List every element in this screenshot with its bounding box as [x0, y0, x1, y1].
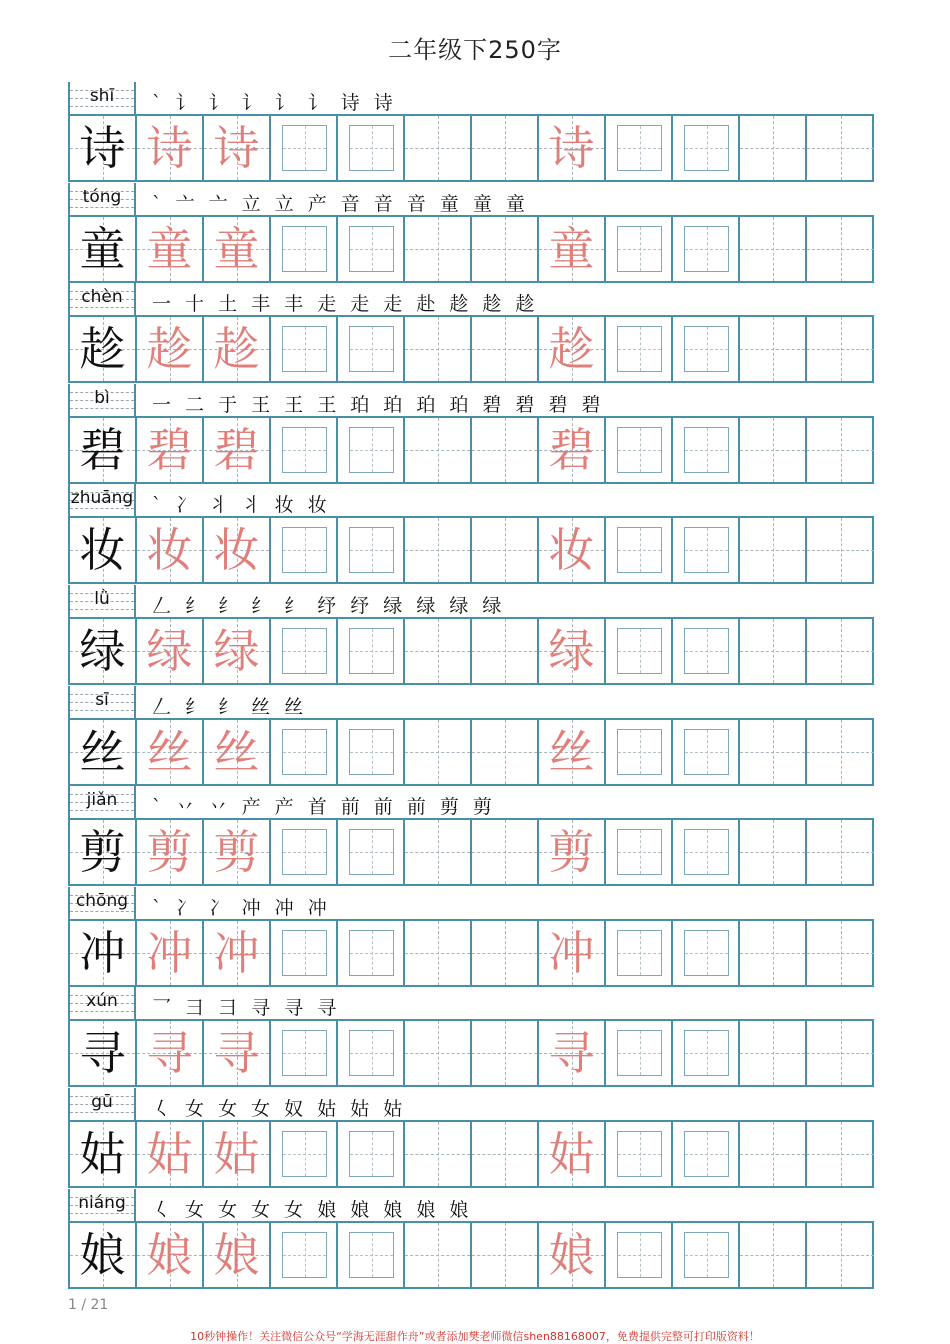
empty-practice-cell[interactable] — [807, 1021, 874, 1085]
pinyin-row — [68, 987, 874, 1019]
writing-grid-row — [68, 215, 874, 283]
pinyin-row — [68, 887, 874, 919]
empty-practice-cell[interactable] — [807, 217, 874, 281]
stroke-order: 𡿨 女 女 女 女 娘 娘 娘 娘 娘 — [152, 1198, 473, 1221]
writing-box-cell[interactable] — [271, 418, 338, 482]
trace-character: 碧 — [213, 422, 260, 477]
trace-character: 趁 — [548, 322, 595, 377]
stroke-order: 𠃋 纟 纟 丝 丝 — [152, 695, 308, 718]
trace-character: 寻 — [213, 1026, 260, 1081]
empty-practice-cell[interactable] — [740, 217, 807, 281]
stroke-order: 一 二 于 王 王 王 珀 珀 珀 珀 碧 碧 碧 碧 — [152, 393, 605, 416]
empty-practice-cell[interactable] — [740, 1223, 807, 1287]
model-cell — [70, 720, 137, 784]
writing-box-cell[interactable] — [338, 217, 405, 281]
pinyin-cell — [68, 283, 136, 315]
trace-character: 冲 — [146, 925, 193, 980]
trace-character: 冲 — [548, 925, 595, 980]
pinyin-label: gū — [91, 1091, 113, 1112]
trace-cell — [539, 720, 606, 784]
model-character: 剪 — [79, 825, 126, 880]
trace-character: 诗 — [548, 121, 595, 175]
writing-box-cell[interactable] — [338, 317, 405, 381]
writing-box-cell[interactable] — [271, 1223, 338, 1287]
writing-box-cell[interactable] — [271, 116, 338, 180]
empty-practice-cell[interactable] — [740, 317, 807, 381]
writing-grid-row — [68, 718, 874, 786]
trace-character: 妆 — [548, 523, 595, 578]
trace-cell — [539, 921, 606, 985]
empty-practice-cell[interactable] — [740, 619, 807, 683]
pinyin-cell — [68, 585, 136, 617]
writing-box-cell[interactable] — [338, 1021, 405, 1085]
model-cell — [70, 619, 137, 683]
pinyin-row — [68, 686, 874, 718]
empty-practice-cell[interactable] — [740, 720, 807, 784]
stroke-order: ` 冫 丬 丬 妆 妆 — [152, 494, 331, 517]
footer-notice: 10秒钟操作！关注微信公众号“学海无涯甜作舟”或者添加樊老师微信shen88168007，免费提供完整可打印版资料！ — [190, 1330, 760, 1343]
trace-character: 绿 — [548, 623, 595, 678]
empty-practice-cell[interactable] — [807, 720, 874, 784]
trace-cell — [204, 619, 271, 683]
trace-cell — [137, 619, 204, 683]
trace-cell — [137, 720, 204, 784]
pinyin-cell — [68, 887, 136, 919]
model-character: 妆 — [79, 523, 126, 578]
pinyin-label: chèn — [81, 287, 123, 308]
trace-character: 丝 — [548, 724, 595, 779]
empty-practice-cell[interactable] — [807, 1223, 874, 1287]
model-character: 娘 — [79, 1227, 126, 1282]
trace-cell — [137, 217, 204, 281]
empty-practice-cell[interactable] — [472, 1223, 539, 1287]
writing-grid-row — [68, 818, 874, 886]
trace-cell — [204, 1122, 271, 1186]
empty-practice-cell[interactable] — [807, 1122, 874, 1186]
trace-character: 妆 — [213, 523, 260, 578]
model-cell — [70, 116, 137, 180]
stroke-order: ` 讠 讠 讠 讠 讠 诗 诗 — [152, 92, 397, 114]
trace-character: 童 — [213, 221, 260, 276]
writing-box-cell[interactable] — [338, 1122, 405, 1186]
pinyin-cell — [68, 987, 136, 1019]
practice-row — [68, 1189, 874, 1290]
trace-cell — [204, 217, 271, 281]
empty-practice-cell[interactable] — [405, 921, 472, 985]
empty-practice-cell[interactable] — [405, 518, 472, 582]
trace-cell — [204, 820, 271, 884]
pinyin-row — [68, 1088, 874, 1120]
empty-practice-cell[interactable] — [807, 921, 874, 985]
trace-cell — [137, 1021, 204, 1085]
trace-character: 剪 — [548, 825, 595, 880]
trace-character: 碧 — [146, 422, 193, 477]
pinyin-row — [68, 786, 874, 818]
trace-cell — [539, 116, 606, 180]
writing-box-cell[interactable] — [673, 1122, 740, 1186]
pinyin-cell — [68, 183, 136, 215]
trace-cell — [204, 317, 271, 381]
writing-box-cell[interactable] — [606, 619, 673, 683]
pinyin-row — [68, 484, 874, 516]
practice-row — [68, 987, 874, 1088]
pinyin-label: shī — [89, 86, 115, 106]
model-character: 绿 — [79, 623, 126, 678]
trace-cell — [204, 418, 271, 482]
page-title: 二年级下250字 — [388, 36, 562, 64]
model-cell — [70, 1223, 137, 1287]
writing-box-cell[interactable] — [673, 116, 740, 180]
trace-cell — [539, 217, 606, 281]
practice-row — [68, 82, 874, 183]
writing-box-cell[interactable] — [673, 921, 740, 985]
empty-practice-cell[interactable] — [405, 217, 472, 281]
pinyin-cell — [68, 686, 136, 718]
writing-box-cell[interactable] — [271, 1021, 338, 1085]
empty-practice-cell[interactable] — [807, 116, 874, 180]
writing-box-cell[interactable] — [606, 921, 673, 985]
trace-cell — [137, 317, 204, 381]
trace-character: 娘 — [146, 1227, 193, 1282]
writing-box-cell[interactable] — [338, 720, 405, 784]
writing-box-cell[interactable] — [338, 1223, 405, 1287]
writing-box-cell[interactable] — [271, 1122, 338, 1186]
empty-practice-cell[interactable] — [405, 820, 472, 884]
trace-character: 诗 — [146, 121, 193, 175]
model-character: 童 — [79, 221, 126, 276]
empty-practice-cell[interactable] — [472, 1122, 539, 1186]
model-cell — [70, 518, 137, 582]
writing-box-cell[interactable] — [606, 116, 673, 180]
trace-cell — [137, 1223, 204, 1287]
trace-cell — [539, 518, 606, 582]
trace-cell — [137, 820, 204, 884]
trace-character: 剪 — [146, 825, 193, 880]
writing-box-cell[interactable] — [338, 418, 405, 482]
writing-grid-row — [68, 617, 874, 685]
trace-character: 妆 — [146, 523, 193, 578]
empty-practice-cell[interactable] — [472, 619, 539, 683]
pinyin-row — [68, 82, 874, 114]
model-character: 诗 — [79, 121, 126, 175]
empty-practice-cell[interactable] — [472, 217, 539, 281]
stroke-order: 𠃋 纟 纟 纟 纟 纾 纾 绿 绿 绿 绿 — [152, 594, 506, 617]
writing-box-cell[interactable] — [673, 518, 740, 582]
model-cell — [70, 1122, 137, 1186]
trace-character: 绿 — [146, 623, 193, 678]
pinyin-label: tóng — [82, 186, 122, 207]
trace-cell — [539, 619, 606, 683]
stroke-order: ` 亠 亠 立 立 产 音 音 音 童 童 童 — [152, 192, 529, 215]
model-character: 碧 — [79, 422, 126, 477]
trace-character: 姑 — [146, 1126, 193, 1181]
pinyin-label: chōng — [75, 890, 129, 911]
model-character: 趁 — [79, 322, 126, 377]
model-cell — [70, 217, 137, 281]
trace-character: 姑 — [213, 1126, 260, 1181]
empty-practice-cell[interactable] — [740, 116, 807, 180]
model-character: 姑 — [79, 1126, 126, 1181]
empty-practice-cell[interactable] — [740, 1122, 807, 1186]
pinyin-label: jiǎn — [86, 790, 118, 811]
trace-cell — [539, 820, 606, 884]
empty-practice-cell[interactable] — [740, 820, 807, 884]
empty-practice-cell[interactable] — [472, 1021, 539, 1085]
empty-practice-cell[interactable] — [740, 921, 807, 985]
pinyin-cell — [68, 384, 136, 416]
writing-box-cell[interactable] — [606, 720, 673, 784]
trace-cell — [204, 518, 271, 582]
writing-box-cell[interactable] — [338, 820, 405, 884]
empty-practice-cell[interactable] — [807, 820, 874, 884]
writing-box-cell[interactable] — [673, 820, 740, 884]
trace-character: 寻 — [548, 1026, 595, 1081]
practice-row — [68, 283, 874, 384]
trace-character: 诗 — [213, 121, 260, 175]
trace-cell — [204, 116, 271, 180]
writing-grid-row — [68, 1120, 874, 1188]
stroke-order: ` 丷 丷 产 产 首 前 前 前 剪 剪 — [152, 796, 496, 819]
writing-box-cell[interactable] — [606, 1021, 673, 1085]
pinyin-label: xún — [86, 991, 118, 1012]
writing-box-cell[interactable] — [673, 1021, 740, 1085]
empty-practice-cell[interactable] — [405, 317, 472, 381]
model-cell — [70, 921, 137, 985]
practice-row — [68, 686, 874, 787]
trace-character: 童 — [548, 221, 595, 276]
pinyin-label: sī — [95, 689, 109, 710]
pinyin-row — [68, 1189, 874, 1221]
stroke-order: 乛 彐 彐 寻 寻 寻 — [152, 997, 341, 1020]
writing-box-cell[interactable] — [673, 1223, 740, 1287]
trace-cell — [137, 1122, 204, 1186]
empty-practice-cell[interactable] — [405, 116, 472, 180]
practice-row — [68, 1088, 874, 1189]
empty-practice-cell[interactable] — [740, 418, 807, 482]
trace-cell — [137, 418, 204, 482]
pinyin-cell — [68, 82, 136, 114]
pinyin-cell — [68, 1088, 136, 1120]
empty-practice-cell[interactable] — [472, 820, 539, 884]
writing-grid-row — [68, 1019, 874, 1087]
trace-cell — [137, 116, 204, 180]
trace-cell — [204, 720, 271, 784]
trace-character: 趁 — [146, 322, 193, 377]
writing-grid-row — [68, 315, 874, 383]
empty-practice-cell[interactable] — [807, 418, 874, 482]
pinyin-cell — [68, 786, 136, 818]
pinyin-row — [68, 384, 874, 416]
trace-character: 娘 — [213, 1227, 260, 1282]
pinyin-row — [68, 585, 874, 617]
practice-row — [68, 887, 874, 988]
writing-box-cell[interactable] — [338, 921, 405, 985]
stroke-order: ` 冫 冫 冲 冲 冲 — [152, 896, 331, 919]
writing-box-cell[interactable] — [673, 317, 740, 381]
empty-practice-cell[interactable] — [472, 418, 539, 482]
empty-practice-cell[interactable] — [807, 518, 874, 582]
model-cell — [70, 1021, 137, 1085]
trace-cell — [539, 1223, 606, 1287]
trace-cell — [539, 418, 606, 482]
trace-character: 绿 — [213, 623, 260, 678]
trace-character: 丝 — [213, 724, 260, 779]
pinyin-row — [68, 183, 874, 215]
trace-cell — [204, 921, 271, 985]
writing-box-cell[interactable] — [271, 820, 338, 884]
model-character: 寻 — [79, 1026, 126, 1081]
pinyin-label: niáng — [78, 1192, 126, 1213]
empty-practice-cell[interactable] — [472, 116, 539, 180]
trace-cell — [539, 1021, 606, 1085]
empty-practice-cell[interactable] — [807, 317, 874, 381]
writing-box-cell[interactable] — [673, 720, 740, 784]
practice-sheet — [68, 82, 874, 1289]
writing-grid-row — [68, 114, 874, 182]
stroke-order: 一 十 土 丰 丰 走 走 走 赴 趁 趁 趁 — [152, 293, 539, 316]
practice-row — [68, 585, 874, 686]
writing-box-cell[interactable] — [673, 418, 740, 482]
trace-character: 娘 — [548, 1227, 595, 1282]
empty-practice-cell[interactable] — [405, 1223, 472, 1287]
model-cell — [70, 418, 137, 482]
writing-box-cell[interactable] — [271, 921, 338, 985]
empty-practice-cell[interactable] — [405, 619, 472, 683]
pinyin-row — [68, 283, 874, 315]
model-cell — [70, 317, 137, 381]
empty-practice-cell[interactable] — [472, 921, 539, 985]
trace-cell — [539, 317, 606, 381]
writing-box-cell[interactable] — [338, 518, 405, 582]
writing-box-cell[interactable] — [271, 619, 338, 683]
trace-character: 冲 — [213, 925, 260, 980]
writing-grid-row — [68, 416, 874, 484]
trace-cell — [539, 1122, 606, 1186]
pinyin-label: lǜ — [94, 588, 110, 609]
trace-cell — [204, 1223, 271, 1287]
writing-grid-row — [68, 1221, 874, 1289]
writing-box-cell[interactable] — [271, 720, 338, 784]
model-character: 冲 — [79, 925, 126, 980]
trace-cell — [137, 518, 204, 582]
writing-box-cell[interactable] — [673, 217, 740, 281]
empty-practice-cell[interactable] — [405, 1122, 472, 1186]
empty-practice-cell[interactable] — [740, 518, 807, 582]
practice-row — [68, 786, 874, 887]
trace-character: 趁 — [213, 322, 260, 377]
writing-box-cell[interactable] — [606, 217, 673, 281]
model-cell — [70, 820, 137, 884]
trace-character: 寻 — [146, 1026, 193, 1081]
empty-practice-cell[interactable] — [740, 1021, 807, 1085]
empty-practice-cell[interactable] — [472, 518, 539, 582]
trace-cell — [137, 921, 204, 985]
empty-practice-cell[interactable] — [807, 619, 874, 683]
writing-box-cell[interactable] — [271, 217, 338, 281]
writing-box-cell[interactable] — [338, 116, 405, 180]
trace-character: 剪 — [213, 825, 260, 880]
empty-practice-cell[interactable] — [405, 720, 472, 784]
writing-box-cell[interactable] — [606, 1122, 673, 1186]
empty-practice-cell[interactable] — [472, 317, 539, 381]
empty-practice-cell[interactable] — [405, 418, 472, 482]
practice-row — [68, 484, 874, 585]
empty-practice-cell[interactable] — [472, 720, 539, 784]
writing-box-cell[interactable] — [606, 1223, 673, 1287]
empty-practice-cell[interactable] — [405, 1021, 472, 1085]
writing-grid-row — [68, 919, 874, 987]
writing-box-cell[interactable] — [271, 518, 338, 582]
writing-box-cell[interactable] — [606, 418, 673, 482]
trace-character: 丝 — [146, 724, 193, 779]
writing-grid-row — [68, 516, 874, 584]
pinyin-label: zhuāng — [70, 488, 134, 509]
writing-box-cell[interactable] — [606, 820, 673, 884]
pinyin-cell — [68, 1189, 136, 1221]
writing-box-cell[interactable] — [338, 619, 405, 683]
trace-character: 姑 — [548, 1126, 595, 1181]
model-character: 丝 — [79, 724, 126, 779]
trace-cell — [204, 1021, 271, 1085]
practice-row — [68, 384, 874, 485]
page-number: 1 / 21 — [68, 1297, 109, 1313]
trace-character: 童 — [146, 221, 193, 276]
writing-box-cell[interactable] — [673, 619, 740, 683]
writing-box-cell[interactable] — [606, 317, 673, 381]
writing-box-cell[interactable] — [606, 518, 673, 582]
practice-row — [68, 183, 874, 284]
pinyin-label: bì — [94, 387, 110, 408]
stroke-order: 𡿨 女 女 女 奴 姑 姑 姑 — [152, 1097, 407, 1120]
pinyin-cell — [68, 484, 136, 516]
trace-character: 碧 — [548, 422, 595, 477]
writing-box-cell[interactable] — [271, 317, 338, 381]
